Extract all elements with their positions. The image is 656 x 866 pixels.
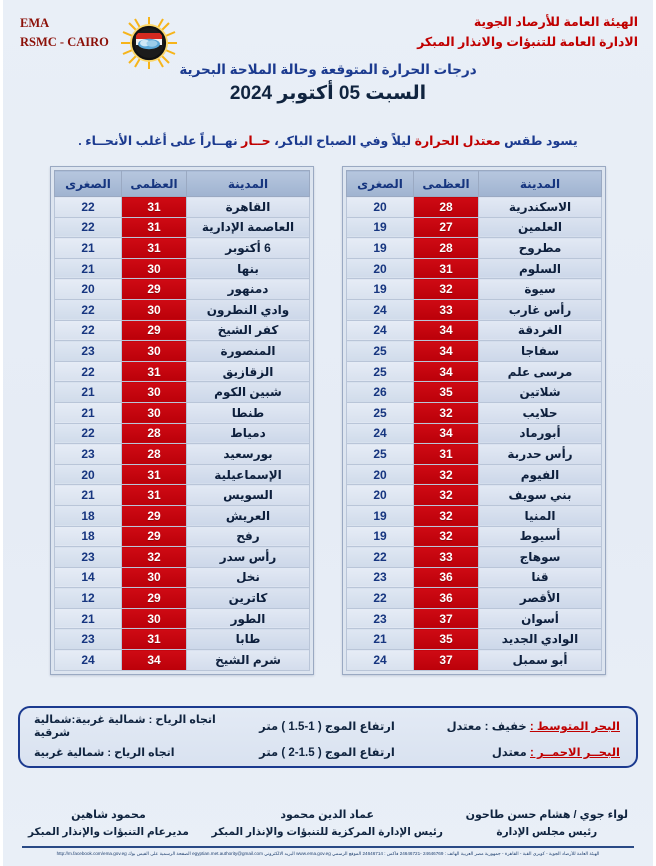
signature-block: [466, 807, 628, 840]
cell-max-temp: 30: [122, 299, 187, 320]
cell-city: شرم الشيخ: [187, 650, 310, 671]
cell-max-temp: 33: [414, 547, 479, 568]
column-header-max: العظمى: [414, 171, 479, 197]
cell-max-temp: 31: [122, 361, 187, 382]
table-row: [55, 402, 310, 423]
cell-min-temp: 22: [347, 547, 414, 568]
cell-max-temp: 34: [414, 341, 479, 362]
cell-city: بورسعيد: [187, 444, 310, 465]
cell-max-temp: 28: [414, 238, 479, 259]
cell-min-temp: 21: [55, 402, 122, 423]
cell-city: الإسماعيلية: [187, 464, 310, 485]
column-header-max: العظمى: [122, 171, 187, 197]
cell-min-temp: 18: [55, 526, 122, 547]
marine-state-value: معتدل: [491, 747, 527, 759]
marine-row: [30, 713, 626, 739]
table-body-right: [55, 197, 310, 671]
cell-max-temp: 32: [414, 505, 479, 526]
cell-max-temp: 31: [122, 464, 187, 485]
cell-min-temp: 22: [55, 361, 122, 382]
cell-min-temp: 21: [347, 629, 414, 650]
marine-wave-height: ارتفاع الموج ( 1.5-2 ) متر: [259, 747, 395, 759]
cell-min-temp: 12: [55, 588, 122, 609]
table-row: [55, 197, 310, 218]
cell-min-temp: 22: [55, 299, 122, 320]
cell-city: رأس غارب: [479, 299, 602, 320]
cell-min-temp: 24: [55, 650, 122, 671]
signature-role: رئيس مجلس الإدارة: [496, 825, 598, 838]
cell-city: طابا: [187, 629, 310, 650]
cell-city: أبو سمبل: [479, 650, 602, 671]
column-header-city: المدينة: [479, 171, 602, 197]
cell-min-temp: 19: [347, 505, 414, 526]
cell-min-temp: 22: [55, 197, 122, 218]
cell-max-temp: 35: [414, 382, 479, 403]
table-row: [347, 382, 602, 403]
marine-wind-direction: اتجاه الرياح : شمالية غربية:شمالية شرقية: [34, 714, 216, 739]
cell-max-temp: 31: [122, 238, 187, 259]
cell-min-temp: 22: [55, 320, 122, 341]
cell-max-temp: 34: [414, 423, 479, 444]
cell-max-temp: 31: [414, 444, 479, 465]
cell-city: كفر الشيخ: [187, 320, 310, 341]
cell-city: أسيوط: [479, 526, 602, 547]
org-code-ema: EMA: [20, 16, 50, 30]
cell-min-temp: 22: [347, 588, 414, 609]
signature-block: [212, 807, 443, 840]
cell-city: الفيوم: [479, 464, 602, 485]
table-row: [55, 299, 310, 320]
table-row: [347, 650, 602, 671]
marine-wave-height: ارتفاع الموج ( 1-1.5 ) متر: [259, 721, 395, 733]
cell-city: بنها: [187, 258, 310, 279]
cell-max-temp: 32: [414, 402, 479, 423]
table-row: [55, 526, 310, 547]
table-row: [55, 320, 310, 341]
cell-min-temp: 21: [55, 238, 122, 259]
table-row: [347, 608, 602, 629]
cell-min-temp: 23: [55, 629, 122, 650]
summary-part-3: نهــاراً على أغلب الأنحــاء .: [78, 134, 238, 148]
table-row: [347, 258, 602, 279]
cell-max-temp: 34: [414, 320, 479, 341]
cell-city: المنصورة: [187, 341, 310, 362]
table-row: [55, 382, 310, 403]
temperature-tables: [0, 166, 656, 675]
cell-min-temp: 19: [347, 238, 414, 259]
cell-max-temp: 28: [122, 444, 187, 465]
table-row: [55, 629, 310, 650]
cell-min-temp: 23: [347, 608, 414, 629]
cell-min-temp: 23: [55, 547, 122, 568]
cell-city: الاسكندرية: [479, 197, 602, 218]
cell-city: نخل: [187, 567, 310, 588]
cell-city: السويس: [187, 485, 310, 506]
cell-max-temp: 36: [414, 588, 479, 609]
cell-max-temp: 29: [122, 526, 187, 547]
cell-min-temp: 24: [347, 423, 414, 444]
cell-city: طنطا: [187, 402, 310, 423]
cell-city: قنا: [479, 567, 602, 588]
table-row: [347, 423, 602, 444]
summary-part-2: ليلاً وفي الصباح الباكر،: [274, 134, 412, 148]
cell-max-temp: 35: [414, 629, 479, 650]
org-code-en: [20, 14, 109, 53]
cell-min-temp: 22: [55, 217, 122, 238]
cell-max-temp: 32: [414, 279, 479, 300]
cell-city: العريش: [187, 505, 310, 526]
cell-max-temp: 31: [122, 485, 187, 506]
table-row: [347, 341, 602, 362]
table-row: [347, 485, 602, 506]
table-row: [347, 238, 602, 259]
table-row: [55, 505, 310, 526]
table-header-row: [347, 171, 602, 197]
cell-min-temp: 18: [55, 505, 122, 526]
table-row: [55, 361, 310, 382]
cell-city: شلاتين: [479, 382, 602, 403]
column-header-city: المدينة: [187, 171, 310, 197]
cell-city: سوهاج: [479, 547, 602, 568]
marine-sea-state: [427, 719, 626, 733]
forecast-date: السبت 05 أكتوبر 2024: [229, 83, 427, 104]
cell-city: بني سويف: [479, 485, 602, 506]
signature-role: رئيس الإدارة المركزية للتنبؤات والإنذار المبكر: [211, 825, 443, 838]
cell-min-temp: 20: [347, 485, 414, 506]
table-row: [347, 526, 602, 547]
cell-min-temp: 20: [347, 258, 414, 279]
signature-role: مديرعام التنبؤات والإنذار المبكر: [28, 825, 189, 838]
cell-max-temp: 29: [122, 588, 187, 609]
cell-min-temp: 21: [55, 382, 122, 403]
org-name-line1: الهيئة العامة للأرصاد الجوية: [473, 15, 638, 29]
cell-max-temp: 30: [122, 341, 187, 362]
cell-min-temp: 19: [347, 217, 414, 238]
cell-min-temp: 25: [347, 361, 414, 382]
cell-city: كاترين: [187, 588, 310, 609]
cell-max-temp: 28: [414, 197, 479, 218]
cell-min-temp: 26: [347, 382, 414, 403]
cell-city: العاصمة الإدارية: [187, 217, 310, 238]
cell-city: الغردقة: [479, 320, 602, 341]
cell-city: رفح: [187, 526, 310, 547]
cell-max-temp: 31: [122, 217, 187, 238]
signature-name: محمود شاهين: [71, 808, 146, 821]
temperature-table-left-wrap: [342, 166, 606, 675]
cell-city: الوادي الجديد: [479, 629, 602, 650]
table-row: [347, 444, 602, 465]
cell-city: 6 أكتوبر: [187, 238, 310, 259]
temperature-table-right-wrap: [50, 166, 314, 675]
cell-min-temp: 19: [347, 279, 414, 300]
footer-divider: [22, 846, 634, 848]
temperature-table-right: [54, 170, 310, 671]
table-row: [55, 279, 310, 300]
footer-contact-line: الهيئة العامة للأرصاد الجوية - كوبري القبة - القاهرة - جمهورية مصر العربية الهاتف : 24646769 -24646721 فاكس : 24646714 الموقع الرسمي www.ema.gov.eg البريد الالكتروني egyptian.met.authority@gmail.com الصفحة الرسمية على الفيس بوك http://m.facebook.com/ema.gov.eg: [56, 851, 600, 857]
org-name-ar: [417, 12, 638, 52]
cell-max-temp: 28: [122, 423, 187, 444]
cell-min-temp: 20: [55, 464, 122, 485]
signature-name: لواء جوي / هشام حسن طاحون: [465, 808, 628, 821]
cell-max-temp: 37: [414, 608, 479, 629]
summary-highlight-1: معتدل الحرارة: [414, 134, 501, 148]
cell-max-temp: 32: [414, 526, 479, 547]
table-row: [55, 341, 310, 362]
cell-max-temp: 30: [122, 402, 187, 423]
cell-min-temp: 23: [347, 567, 414, 588]
table-row: [55, 650, 310, 671]
summary-highlight-2: حــار: [241, 134, 271, 148]
cell-city: أسوان: [479, 608, 602, 629]
cell-city: أبورماد: [479, 423, 602, 444]
table-header-row: [55, 171, 310, 197]
cell-city: السلوم: [479, 258, 602, 279]
marine-wind-direction: اتجاه الرياح : شمالية غربية: [34, 746, 175, 759]
weather-summary: [0, 133, 656, 148]
cell-max-temp: 30: [122, 567, 187, 588]
table-row: [347, 464, 602, 485]
org-code-rsmc: RSMC - CAIRO: [20, 35, 109, 50]
marine-row: [30, 739, 626, 765]
table-row: [347, 402, 602, 423]
cell-max-temp: 30: [122, 608, 187, 629]
table-row: [55, 464, 310, 485]
cell-city: مطروح: [479, 238, 602, 259]
cell-max-temp: 31: [414, 258, 479, 279]
cell-city: مرسى علم: [479, 361, 602, 382]
cell-min-temp: 23: [55, 341, 122, 362]
cell-city: حلايب: [479, 402, 602, 423]
table-row: [347, 567, 602, 588]
cell-city: القاهرة: [187, 197, 310, 218]
cell-max-temp: 32: [122, 547, 187, 568]
table-row: [347, 299, 602, 320]
signature-name: عماد الدين محمود: [280, 808, 375, 821]
cell-min-temp: 20: [347, 464, 414, 485]
cell-min-temp: 25: [347, 444, 414, 465]
cell-city: سيوة: [479, 279, 602, 300]
cell-city: شبين الكوم: [187, 382, 310, 403]
cell-min-temp: 20: [55, 279, 122, 300]
cell-max-temp: 37: [414, 650, 479, 671]
cell-max-temp: 36: [414, 567, 479, 588]
table-row: [55, 567, 310, 588]
table-row: [55, 485, 310, 506]
cell-min-temp: 25: [347, 402, 414, 423]
page-footer: [16, 807, 640, 858]
table-row: [347, 217, 602, 238]
cell-max-temp: 32: [414, 464, 479, 485]
marine-sea-label: البحــر الاحمــر :: [530, 747, 620, 759]
cell-city: رأس سدر: [187, 547, 310, 568]
table-body-left: [347, 197, 602, 671]
cell-min-temp: 23: [55, 444, 122, 465]
column-header-min: الصغرى: [55, 171, 122, 197]
cell-min-temp: 21: [55, 485, 122, 506]
table-row: [55, 423, 310, 444]
cell-min-temp: 24: [347, 299, 414, 320]
marine-state-value: خفيف : معتدل: [446, 721, 527, 733]
table-row: [347, 197, 602, 218]
temperature-table-left: [346, 170, 602, 671]
column-header-min: الصغرى: [347, 171, 414, 197]
table-row: [347, 279, 602, 300]
table-row: [55, 258, 310, 279]
table-row: [347, 505, 602, 526]
cell-city: دمنهور: [187, 279, 310, 300]
cell-min-temp: 24: [347, 320, 414, 341]
signature-block: [28, 807, 189, 840]
cell-min-temp: 22: [55, 423, 122, 444]
table-row: [55, 547, 310, 568]
marine-sea-state: [427, 745, 626, 759]
cell-max-temp: 31: [122, 629, 187, 650]
cell-city: رأس حدربة: [479, 444, 602, 465]
cell-max-temp: 32: [414, 485, 479, 506]
table-row: [347, 588, 602, 609]
cell-min-temp: 24: [347, 650, 414, 671]
cell-city: العلمين: [479, 217, 602, 238]
cell-min-temp: 21: [55, 608, 122, 629]
table-row: [347, 320, 602, 341]
page-header: [0, 0, 656, 118]
cell-max-temp: 30: [122, 258, 187, 279]
cell-city: وادي النطرون: [187, 299, 310, 320]
cell-max-temp: 30: [122, 382, 187, 403]
cell-min-temp: 20: [347, 197, 414, 218]
cell-city: الطور: [187, 608, 310, 629]
cell-city: سفاجا: [479, 341, 602, 362]
table-row: [55, 444, 310, 465]
cell-city: المنيا: [479, 505, 602, 526]
table-row: [347, 547, 602, 568]
table-row: [55, 588, 310, 609]
cell-max-temp: 29: [122, 279, 187, 300]
cell-max-temp: 33: [414, 299, 479, 320]
signature-row: [16, 807, 640, 844]
cell-city: دمياط: [187, 423, 310, 444]
cell-city: الأقصر: [479, 588, 602, 609]
page-edge-left: [0, 0, 3, 866]
marine-conditions-box: [18, 706, 638, 768]
cell-max-temp: 31: [122, 197, 187, 218]
table-row: [55, 608, 310, 629]
cell-city: الزقازيق: [187, 361, 310, 382]
org-name-line2: الادارة العامة للتنبؤات والانذار المبكر: [417, 35, 638, 49]
summary-part-1: يسود طقس: [504, 134, 578, 148]
table-row: [55, 238, 310, 259]
table-row: [347, 361, 602, 382]
page-title: درجات الحرارة المتوقعة وحالة الملاحة البحرية: [179, 62, 477, 77]
cell-min-temp: 19: [347, 526, 414, 547]
cell-max-temp: 29: [122, 505, 187, 526]
marine-sea-label: البحر المتوسط :: [529, 721, 620, 733]
cell-min-temp: 21: [55, 258, 122, 279]
cell-min-temp: 25: [347, 341, 414, 362]
cell-max-temp: 29: [122, 320, 187, 341]
cell-max-temp: 34: [122, 650, 187, 671]
cell-max-temp: 27: [414, 217, 479, 238]
table-row: [347, 629, 602, 650]
cell-min-temp: 14: [55, 567, 122, 588]
table-row: [55, 217, 310, 238]
cell-max-temp: 34: [414, 361, 479, 382]
